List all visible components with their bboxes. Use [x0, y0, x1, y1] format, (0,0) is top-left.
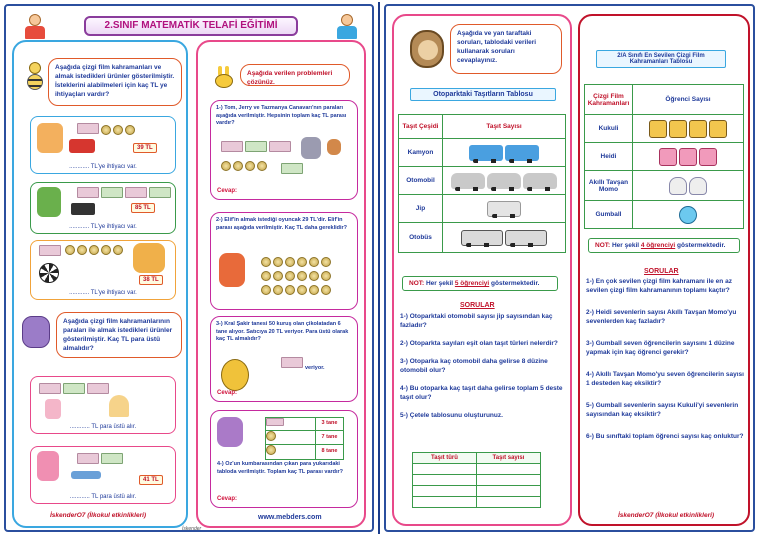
- count-3: 8 tane: [316, 445, 344, 460]
- row-label-kamyon: Kamyon: [399, 139, 443, 167]
- cartoon-question-1: 1-) En çok sevilen çizgi film kahramanı ile en az sevilen çizgi film kahramanının toplamı kaçtır?: [586, 278, 732, 294]
- pictogram-gumball: [633, 201, 744, 229]
- price-tag-4: 41 TL: [139, 475, 163, 485]
- bus-icon: [461, 230, 503, 246]
- row-label-jip: Jip: [399, 195, 443, 223]
- note-body: Her şekil: [424, 280, 455, 287]
- rabbit-icon: [689, 177, 707, 195]
- answer-line-1: ............ TL'ye ihtiyacı var.: [69, 164, 137, 170]
- change-answer-2: ............ TL para üstü alır.: [69, 494, 137, 500]
- parking-note: [402, 276, 558, 291]
- kral-sakir-character: [221, 359, 249, 391]
- heidi-icon: [679, 148, 697, 166]
- product-shoes: [71, 203, 95, 215]
- kids-clipart-right: [332, 12, 362, 40]
- product-icecream: [109, 395, 129, 417]
- car-icon: [451, 173, 485, 189]
- cartoon-question-6: 6-) Bu sınıftaki toplam öğrenci sayısı kaç onluktur?: [586, 433, 744, 440]
- character-2: [37, 187, 61, 217]
- problems-speech-bubble: Aşağıda verilen problemleri çözünüz.: [240, 64, 350, 86]
- note-prefix-2: NOT:: [595, 242, 611, 249]
- product-ball: [39, 263, 59, 283]
- tally-cell[interactable]: [477, 486, 541, 497]
- change-answer-1: ............ TL para üstü alır.: [69, 424, 137, 430]
- tom-character: [301, 137, 321, 159]
- note-suffix-2: göstermektedir.: [675, 242, 726, 249]
- answer-line-3: ............ TL'ye ihtiyacı var.: [69, 290, 137, 296]
- tally-cell[interactable]: [477, 475, 541, 486]
- kids-clipart-left: [20, 12, 50, 40]
- parking-table-title: Otoparktaki Taşıtların Tablosu: [410, 88, 556, 101]
- cartoon-table-title: 2/A Sınıfı En Sevilen Çizgi Film Kahramanları Tablosu: [596, 50, 726, 68]
- site-url: www.mebders.com: [258, 514, 322, 521]
- table-row: [399, 223, 566, 253]
- problem-4-text: 4-) Oz'un kumbarasından çıkan para yukarıdaki tabloda verilmiştir. Toplam kaç TL parası vardır?: [217, 461, 344, 475]
- right-column-footer: İskenderO7 (İlkokul etkinlikleri): [618, 512, 715, 519]
- problem-4-answer-label: Cevap:: [217, 495, 238, 502]
- elephant-character: [22, 316, 50, 348]
- worksheet-title: 2.SINIF MATEMATİK TELAFİ EĞİTİMİ: [84, 16, 298, 36]
- character-4: [37, 451, 59, 481]
- bus-icon: [505, 230, 547, 246]
- tally-cell[interactable]: [477, 464, 541, 475]
- header-student-count: Öğrenci Sayısı: [633, 85, 744, 115]
- jerry-character: [327, 139, 341, 155]
- shopping-card-1: [30, 116, 176, 174]
- kukuli-icon: [669, 120, 687, 138]
- problem-card-1: [210, 100, 358, 200]
- car-icon: [487, 173, 521, 189]
- parking-table: [398, 114, 566, 253]
- kukuli-icon: [689, 120, 707, 138]
- table-row: [585, 171, 744, 201]
- gumball-icon: [679, 206, 697, 224]
- speech-veriyor: veriyor.: [305, 365, 325, 371]
- heidi-icon: [659, 148, 677, 166]
- question-5: 5-) Çetele tablosunu oluşturunuz.: [400, 412, 503, 419]
- questions-title-2: SORULAR: [644, 268, 679, 275]
- tally-cell[interactable]: [477, 497, 541, 508]
- note-suffix: göstermektedir.: [489, 280, 540, 287]
- left-column-footer: İskenderO7 (İlkokul etkinlikleri): [50, 512, 147, 519]
- header-character: Çizgi Film Kahramanları: [585, 85, 633, 115]
- question-4: 4-) Bu otoparka kaç taşıt daha gelirse toplam 5 deste taşıt olur?: [400, 385, 563, 401]
- problem-3-text: 3-) Kral Şakir tanesi 50 kuruş olan çikolatadan 6 tane alıyor. Satıcıya 20 TL veriyor. Para üstü olarak kaç TL almalıdır?: [216, 321, 349, 342]
- price-tag-2: 85 TL: [131, 203, 155, 213]
- row-label-otobus: Otobüs: [399, 223, 443, 253]
- cartoon-questions: [586, 278, 744, 451]
- cartoon-question-5: 5-) Gumball sevenlerin sayısı Kukuli'yi sevenlerin sayısından kaç eksiktir?: [586, 402, 739, 418]
- tally-cell[interactable]: [413, 475, 477, 486]
- instructions-bubble: Aşağıda ve yan taraftaki soruları, tablodaki verileri kullanarak soruları cevaplayınız.: [450, 24, 562, 74]
- price-tag-1: 39 TL: [133, 143, 157, 153]
- note-prefix: NOT:: [409, 280, 425, 287]
- pictogram-momo: [633, 171, 744, 201]
- right-worksheet-page: [384, 4, 755, 532]
- intro-speech-bubble: Aşağıda çizgi film kahramanları ve almak istedikleri ürünler gösterilmiştir. İsteklerini alabilmeleri için kaç TL ye ihtiyaçları vardır?: [48, 58, 182, 106]
- bee-character: [24, 62, 46, 92]
- shopping-card-2: [30, 182, 176, 234]
- rabbit-icon: [669, 177, 687, 195]
- kukuli-icon: [649, 120, 667, 138]
- tally-header-count: Taşıt sayısı: [477, 453, 541, 464]
- note-highlight: 5 öğrenciyi: [454, 280, 490, 287]
- page-divider: [378, 2, 380, 534]
- problem-3-answer-label: Cevap:: [217, 389, 238, 396]
- pictogram-heidi: [633, 143, 744, 171]
- question-1: 1-) Otoparktaki otomobil sayısı jip sayısından kaç fazladır?: [400, 313, 553, 329]
- table-row: [585, 143, 744, 171]
- tally-cell[interactable]: [413, 486, 477, 497]
- change-card-1: [30, 376, 176, 434]
- table-row: [585, 115, 744, 143]
- coin-count-table: [265, 417, 344, 460]
- header-vehicle-count: Taşıt Sayısı: [443, 115, 566, 139]
- product-toy: [69, 139, 95, 153]
- row-label-momo: Akıllı Tavşan Momo: [585, 171, 633, 201]
- note-body-2: Her şekil: [610, 242, 641, 249]
- cartoon-question-3: 3-) Gumball seven öğrencilerin sayısını 1 düzine yapmak için kaç öğrenci gerekir?: [586, 340, 735, 356]
- elif-character: [219, 253, 245, 287]
- car-icon: [523, 173, 557, 189]
- change-speech-bubble: Aşağıda çizgi film kahramanlarının paraları ile almak istedikleri ürünler gösterilmiştir. Kaç TL para üstü almalıdır?: [56, 312, 182, 358]
- tally-table: [412, 452, 541, 508]
- price-tag-3: 38 TL: [139, 275, 163, 285]
- answer-line-2: ............ TL'ye ihtiyacı var.: [69, 224, 137, 230]
- cartoon-character: [214, 66, 234, 90]
- heidi-icon: [699, 148, 717, 166]
- oz-character: [217, 417, 243, 447]
- row-label-heidi: Heidi: [585, 143, 633, 171]
- table-row: [399, 195, 566, 223]
- change-card-2: [30, 446, 176, 504]
- bottom-footer: İskender: [182, 526, 202, 532]
- product-perfume: [45, 399, 61, 419]
- character-3: [133, 243, 165, 273]
- problem-2-text: 2-) Elif'in almak istediği oyuncak 29 TL'dir. Elif'in parası aşağıda verilmiştir. Kaç TL daha gereklidir?: [216, 217, 348, 231]
- monkey-character: [410, 30, 444, 68]
- pictogram-otobus: [443, 223, 566, 253]
- table-row: [399, 139, 566, 167]
- problem-1-answer-label: Cevap:: [217, 187, 238, 194]
- note-highlight-2: 4 öğrenciyi: [640, 242, 676, 249]
- problem-card-3: [210, 316, 358, 402]
- table-row: [585, 201, 744, 229]
- questions-title-1: SORULAR: [460, 302, 495, 309]
- problem-card-2: [210, 212, 358, 310]
- truck-icon: [469, 145, 503, 161]
- pictogram-jip: [443, 195, 566, 223]
- shopping-card-3: [30, 240, 176, 300]
- problem-1-text: 1-) Tom, Jerry ve Tazmanya Canavarı'nın paraları aşağıda verilmiştir. Hepsinin toplam kaç TL parası vardır?: [216, 105, 347, 126]
- cartoon-question-4: 4-) Akıllı Tavşan Momo'yu seven öğrencilerin sayısı 1 desteden kaç eksiktir?: [586, 371, 744, 387]
- tally-cell[interactable]: [413, 497, 477, 508]
- cartoon-note: [588, 238, 740, 253]
- question-3: 3-) Otoparka kaç otomobil daha gelirse 8 düzine otomobil olur?: [400, 358, 548, 374]
- pictogram-kamyon: [443, 139, 566, 167]
- question-2: 2-) Otoparkta sayıları eşit olan taşıt türleri nelerdir?: [400, 340, 558, 347]
- table-row: [399, 167, 566, 195]
- count-2: 7 tane: [316, 430, 344, 445]
- problem-card-4: [210, 410, 358, 508]
- row-label-kukuli: Kukuli: [585, 115, 633, 143]
- row-label-otomobil: Otomobil: [399, 167, 443, 195]
- pictogram-kukuli: [633, 115, 744, 143]
- header-vehicle-type: Taşıt Çeşidi: [399, 115, 443, 139]
- truck-icon: [505, 145, 539, 161]
- tally-cell[interactable]: [413, 464, 477, 475]
- kukuli-icon: [709, 120, 727, 138]
- count-1: 3 tane: [316, 418, 344, 431]
- parking-questions: [400, 312, 564, 429]
- jeep-icon: [487, 201, 521, 217]
- cartoon-table: [584, 84, 744, 229]
- tally-header-type: Taşıt türü: [413, 453, 477, 464]
- row-label-gumball: Gumball: [585, 201, 633, 229]
- left-worksheet-page: [4, 4, 374, 532]
- product-skate: [71, 471, 101, 479]
- character-1: [37, 123, 63, 153]
- cartoon-question-2: 2-) Heidi sevenlerin sayısı Akıllı Tavşan Momo'yu sevenlerden kaç fazladır?: [586, 309, 737, 325]
- pictogram-otomobil: [443, 167, 566, 195]
